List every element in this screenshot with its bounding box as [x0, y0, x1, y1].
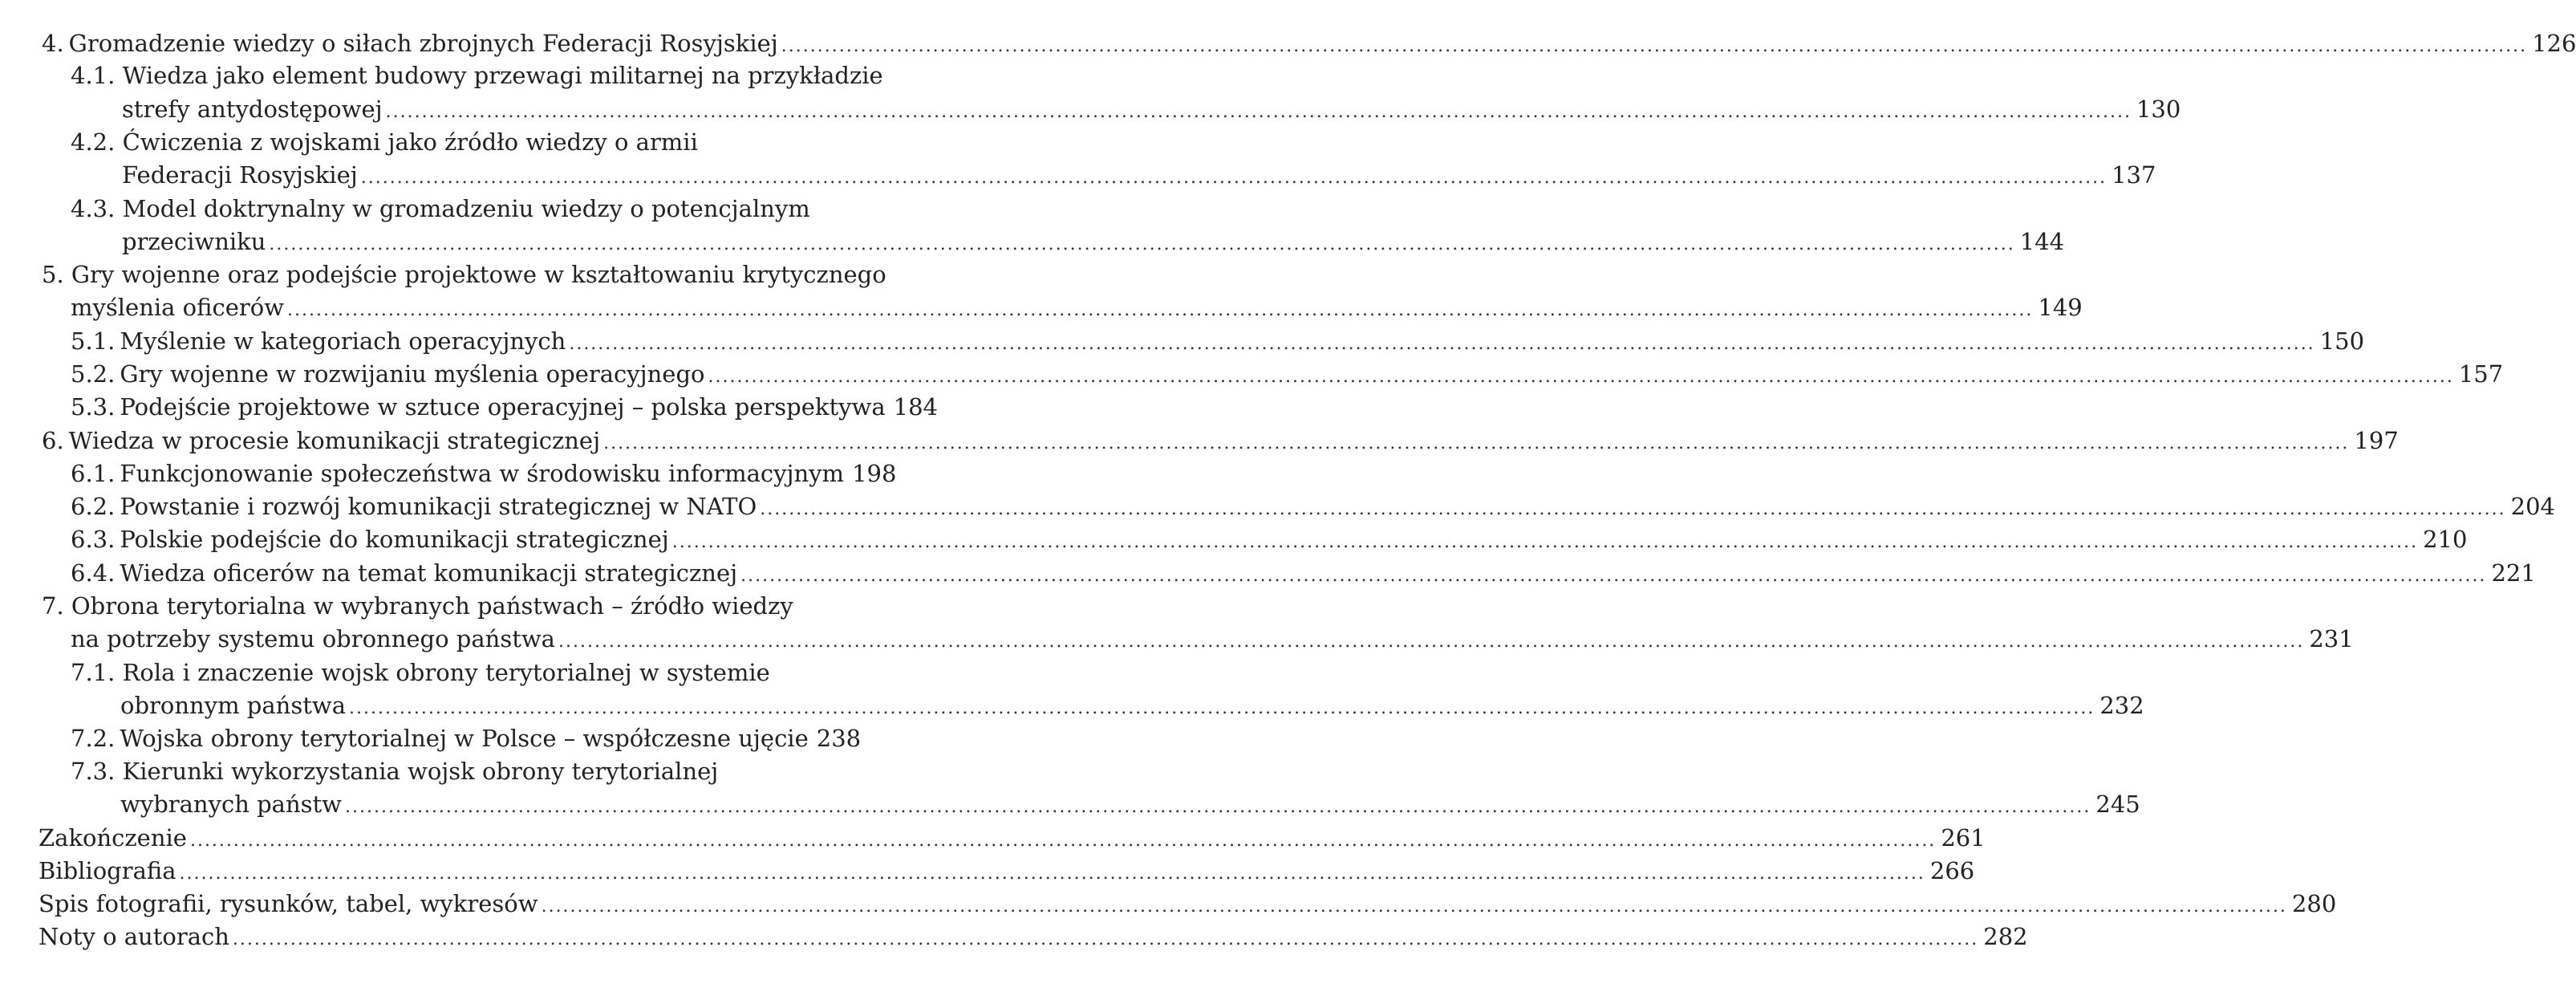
toc-entry-number: 5.1. — [71, 327, 116, 355]
toc-entry-title-line — [71, 656, 770, 689]
toc-entry — [71, 325, 2365, 357]
dot-leader — [708, 361, 2454, 393]
toc-entry-page: 184 — [893, 393, 938, 421]
toc-entry — [71, 490, 2555, 522]
toc-entry-page: 137 — [2112, 161, 2156, 189]
dot-leader — [542, 891, 2287, 923]
toc-entry — [39, 888, 2337, 920]
toc-entry-title: Noty o autorach — [39, 923, 229, 950]
toc-entry-title: Polskie podejście do komunikacji strategicznej — [120, 526, 669, 553]
toc-entry-number: 6.3. — [71, 526, 116, 553]
dot-leader — [672, 526, 2418, 559]
toc-entry-page: 197 — [2354, 427, 2399, 454]
toc-entry-title-line — [71, 193, 810, 225]
dot-leader — [386, 96, 2132, 128]
toc-entry-page: 261 — [1941, 824, 1986, 852]
toc-entry — [122, 93, 2181, 125]
toc-entry-title: Model doktrynalny w gromadzeniu wiedzy o potencjalnym — [122, 195, 810, 222]
toc-entry-number: 7.3. — [71, 758, 116, 785]
toc-entry-page: 282 — [1983, 923, 2028, 950]
toc-entry-title: Gromadzenie wiedzy o siłach zbrojnych Federacji Rosyjskiej — [68, 30, 778, 57]
toc-entry-number: 4.3. — [71, 195, 123, 222]
toc-entry-title: Kierunki wykorzystania wojsk obrony terytorialnej — [122, 758, 719, 785]
toc-entry — [39, 921, 2028, 953]
toc-entry-number: 5. — [42, 261, 71, 288]
dot-leader — [287, 295, 2033, 327]
toc-entry-page: 238 — [816, 725, 862, 752]
toc-entry — [71, 457, 897, 490]
toc-entry-title: Rola i znaczenie wojsk obrony terytorialnej w systemie — [122, 659, 770, 686]
toc-entry-number: 4.2. — [71, 128, 123, 156]
toc-entry — [71, 557, 2536, 589]
toc-entry-number: 6. — [42, 427, 64, 454]
toc-entry-title: Podejście projektowe w sztuce operacyjnej – polska perspektywa — [120, 393, 886, 421]
toc-entry-title: Wiedza w procesie komunikacji strategicznej — [68, 427, 601, 454]
toc-entry-title: na potrzeby systemu obronnego państwa — [71, 625, 555, 652]
toc-entry-page: 266 — [1929, 857, 1975, 884]
toc-entry-title-line — [71, 755, 718, 787]
dot-leader — [269, 229, 2014, 261]
toc-entry-title: Gry wojenne w rozwijaniu myślenia operacyjnego — [120, 360, 705, 388]
toc-entry-number: 4. — [42, 30, 64, 57]
toc-entry-title: wybranych państw — [120, 791, 343, 818]
toc-entry — [122, 159, 2156, 191]
toc-entry-title: strefy antydostępowej — [122, 96, 383, 123]
toc-entry-number: 6.2. — [71, 493, 116, 520]
toc-entry-title: Myślenie w kategoriach operacyjnych — [120, 327, 566, 355]
toc-entry-title: Powstanie i rozwój komunikacji strategicznej w NATO — [120, 493, 757, 520]
toc-entry-title: Gry wojenne oraz podejście projektowe w kształtowaniu krytycznego — [71, 261, 886, 288]
dot-leader — [349, 693, 2095, 725]
toc-entry-title-line — [42, 258, 886, 291]
toc-entry — [122, 226, 2065, 258]
toc-entry-page: 210 — [2423, 526, 2468, 553]
toc-entry — [71, 291, 2083, 323]
dot-leader — [781, 30, 2527, 63]
toc-entry-number: 7. — [42, 592, 64, 620]
toc-entry-page: 231 — [2309, 625, 2354, 652]
toc-entry-number: 4.1. — [71, 62, 123, 89]
toc-entry-title: Funkcjonowanie społeczeństwa w środowisku informacyjnym — [120, 460, 845, 487]
toc-entry-title: Obrona terytorialna w wybranych państwach – źródło wiedzy — [71, 592, 793, 620]
toc-entry-number: 5.2. — [71, 360, 116, 388]
toc-entry-title: obronnym państwa — [120, 692, 346, 719]
toc-entry — [42, 425, 2399, 457]
toc-entry-title: Bibliografia — [39, 857, 176, 884]
toc-entry — [71, 623, 2354, 655]
toc-entry — [71, 523, 2468, 555]
toc-entry-page: 232 — [2099, 692, 2144, 719]
toc-entry-number: 7.1. — [71, 659, 116, 686]
dot-leader — [603, 428, 2349, 460]
dot-leader — [569, 328, 2314, 360]
toc-entry-page: 144 — [2019, 228, 2065, 255]
toc-entry — [42, 27, 2576, 59]
toc-entry-page: 198 — [852, 460, 897, 487]
toc-entry-number: 6.4. — [71, 559, 116, 587]
toc-entry-page: 157 — [2458, 360, 2504, 388]
toc-entry — [71, 358, 2504, 390]
toc-entry-page: 126 — [2532, 30, 2576, 57]
toc-entry-title: myślenia oficerów — [71, 294, 285, 321]
dot-leader — [740, 560, 2486, 592]
dot-leader — [180, 858, 1925, 890]
toc-entry-number: 6.1. — [71, 460, 116, 487]
dot-leader — [345, 791, 2091, 823]
toc-entry-page: 130 — [2136, 96, 2181, 123]
toc-entry-title: Ćwiczenia z wojskami jako źródło wiedzy o armii — [122, 128, 698, 156]
toc-entry-page: 245 — [2095, 791, 2140, 818]
toc-entry-title-line — [71, 126, 698, 158]
toc-entry — [120, 788, 2140, 820]
toc-entry-page: 204 — [2510, 493, 2555, 520]
toc-entry-page: 150 — [2319, 327, 2365, 355]
toc-entry-title-line — [71, 59, 883, 91]
toc-entry-page: 280 — [2291, 890, 2337, 917]
dot-leader — [558, 626, 2304, 658]
toc-entry-title: Wojska obrony terytorialnej w Polsce – współczesne ujęcie — [120, 725, 809, 752]
dot-leader — [190, 825, 1936, 857]
toc-entry — [39, 822, 1986, 854]
toc-entry-title: Wiedza jako element budowy przewagi militarnej na przykładzie — [122, 62, 883, 89]
dot-leader — [233, 924, 1978, 956]
dot-leader — [760, 494, 2505, 526]
toc-entry-title: przeciwniku — [122, 228, 266, 255]
toc-entry-title: Spis fotografii, rysunków, tabel, wykresów — [39, 890, 538, 917]
toc-entry — [120, 689, 2144, 721]
toc-entry-title: Federacji Rosyjskiej — [122, 161, 358, 189]
toc-entry-title-line — [42, 590, 793, 622]
toc-entry-page: 149 — [2038, 294, 2083, 321]
toc-entry-page: 221 — [2491, 559, 2536, 587]
toc-entry — [71, 391, 938, 423]
toc-entry — [71, 722, 862, 754]
toc-entry-number: 5.3. — [71, 393, 116, 421]
toc-entry-number: 7.2. — [71, 725, 116, 752]
toc-entry-title: Wiedza oficerów na temat komunikacji strategicznej — [120, 559, 738, 587]
dot-leader — [361, 162, 2107, 194]
toc-entry-title: Zakończenie — [39, 824, 187, 852]
toc-entry — [39, 855, 1975, 887]
